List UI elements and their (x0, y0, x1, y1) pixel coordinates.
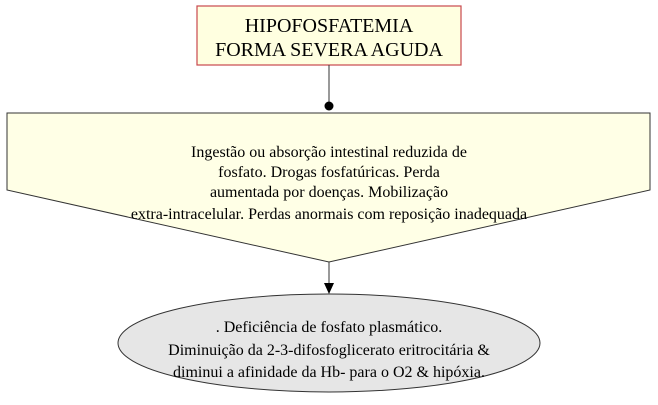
effects-line-1: . Deficiência de fosfato plasmático. (215, 319, 443, 336)
effects-node (118, 294, 540, 392)
causes-line-1: Ingestão ou absorção intestinal reduzida de (191, 144, 467, 161)
effects-line-3: diminui a afinidade da Hb- para o O2 & hipóxia. (173, 364, 485, 381)
title-line-2: FORMA SEVERA AGUDA (215, 39, 443, 61)
effects-line-2: Diminuição da 2-3-difosfoglicerato eritrocitária & (168, 342, 490, 359)
connector-dot (325, 102, 334, 111)
causes-node (7, 113, 650, 262)
title-node (197, 6, 461, 65)
connector-title-to-causes (325, 65, 334, 111)
connector-causes-to-effects (324, 262, 334, 294)
arrowhead (324, 283, 334, 294)
causes-line-2: fosfato. Drogas fosfatúricas. Perda (218, 164, 440, 181)
causes-line-3: aumentada por doenças. Mobilização (209, 184, 449, 201)
causes-line-4: extra-intracelular. Perdas anormais com reposição inadequada (130, 206, 528, 223)
title-line-1: HIPOFOSFATEMIA (244, 15, 414, 37)
